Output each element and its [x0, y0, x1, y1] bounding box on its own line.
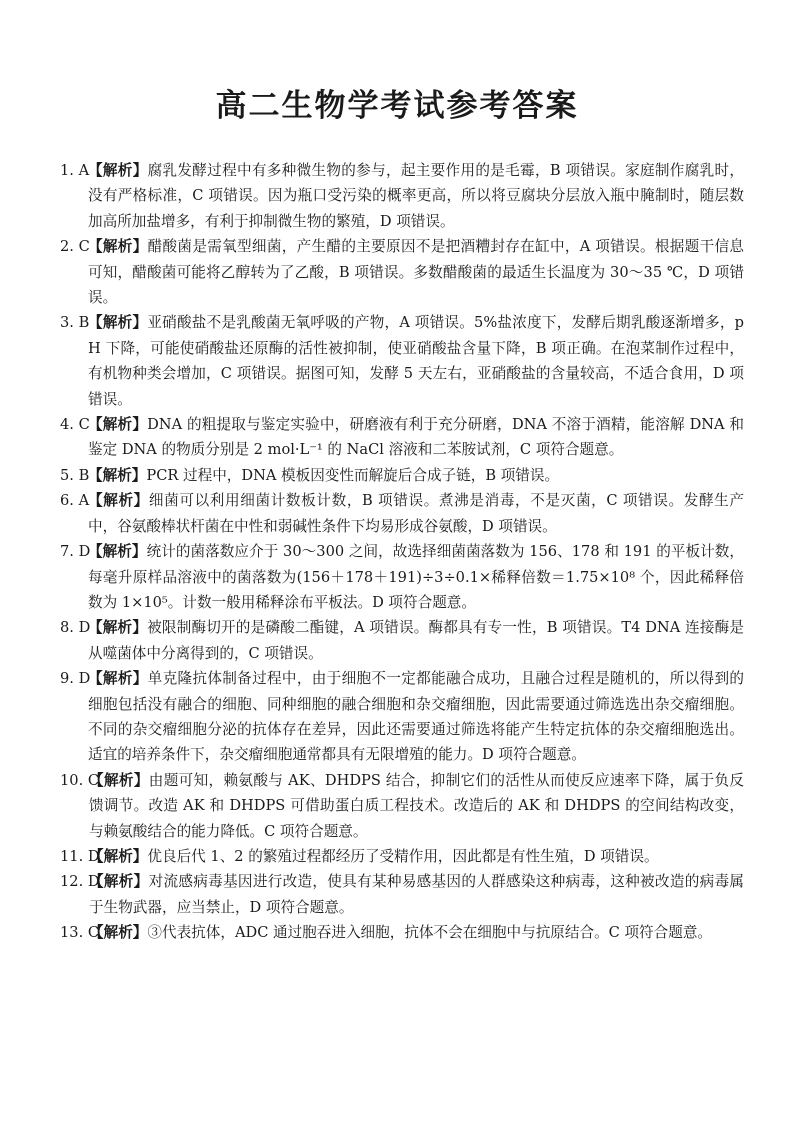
- answer-number: 5. B: [60, 466, 90, 484]
- analysis-tag: 【解析】: [88, 238, 148, 256]
- answer-item-4: [60, 412, 744, 463]
- answer-text: 由题可知，赖氨酸与 AK、DHDPS 结合，抑制它们的活性从而使反应速率下降，属于负反馈调节。改造 AK 和 DHDPS 可借助蛋白质工程技术。改造后的 AK 和 DHDPS 的空间结构改变，与赖氨酸结合的能力降低。C 项符合题意。: [89, 771, 744, 840]
- answer-number: 2. C: [60, 238, 90, 256]
- analysis-tag: 【解析】: [88, 466, 147, 484]
- answer-text: 细菌可以利用细菌计数板计数，B 项错误。煮沸是消毒，不是灭菌，C 项错误。发酵生产中，谷氨酸棒状杆菌在中性和弱碱性条件下均易形成谷氨酸，D 项错误。: [88, 492, 744, 535]
- answer-item-12: [60, 869, 744, 920]
- answer-number: 12. D: [60, 873, 100, 891]
- analysis-tag: 【解析】: [89, 847, 148, 865]
- answer-item-3: [60, 310, 744, 412]
- answer-item-8: [60, 615, 744, 666]
- answer-number: 1. A: [60, 162, 90, 179]
- analysis-tag: 【解析】: [89, 924, 148, 942]
- answer-number: 7. D: [60, 543, 91, 561]
- answer-item-2: [60, 234, 744, 310]
- answer-number: 9. D: [60, 670, 91, 688]
- answer-text: 优良后代 1、2 的繁殖过程都经历了受精作用，因此都是有性生殖，D 项错误。: [147, 847, 659, 865]
- answer-text: 统计的菌落数应介于 30～300 之间，故选择细菌菌落数为 156、178 和 191 的平板计数，每毫升原样品溶液中的菌落数为(156＋178＋191)÷3÷0.1×稀释倍数＝1.75×10⁸ 个，因此稀释倍数为 1×10⁵。计数一般用稀释涂布平板法。D 项符合题意。: [88, 543, 744, 611]
- answer-item-11: [60, 844, 744, 869]
- answer-number: 4. C: [60, 416, 90, 434]
- analysis-tag: 【解析】: [89, 873, 149, 891]
- answer-item-5: [60, 463, 744, 488]
- analysis-tag: 【解析】: [88, 314, 148, 332]
- answer-text: 单克隆抗体制备过程中，由于细胞不一定都能融合成功，且融合过程是随机的，所以得到的细胞包括没有融合的细胞、同种细胞的融合细胞和杂交瘤细胞，因此需要通过筛选选出杂交瘤细胞。不同的杂交瘤细胞分泌的抗体存在差异，因此还需要通过筛选将能产生特定抗体的杂交瘤细胞选出。适宜的培养条件下，杂交瘤细胞通常都具有无限增殖的能力。D 项符合题意。: [88, 670, 744, 764]
- answer-item-6: [60, 488, 744, 539]
- analysis-tag: 【解析】: [88, 543, 147, 561]
- answer-item-10: [60, 768, 744, 844]
- answer-number: 3. B: [60, 314, 90, 332]
- answer-text: 腐乳发酵过程中有多种微生物的参与，起主要作用的是毛霉，B 项错误。家庭制作腐乳时，没有严格标准，C 项错误。因为瓶口受污染的概率更高，所以将豆腐块分层放入瓶中腌制时，随层数加高所加盐增多，有利于抑制微生物的繁殖，D 项错误。: [88, 162, 744, 230]
- answer-text: 亚硝酸盐不是乳酸菌无氧呼吸的产物，A 项错误。5%盐浓度下，发酵后期乳酸逐渐增多，pH 下降，可能使硝酸盐还原酶的活性被抑制，使亚硝酸盐含量下降，B 项正确。在泡菜制作过程中，有机物种类会增加，C 项错误。据图可知，发酵 5 天左右，亚硝酸盐的含量较高，不适合食用，D 项错误。: [88, 314, 744, 408]
- page-title: 高二生物学考试参考答案: [215, 88, 579, 124]
- answer-text: 对流感病毒基因进行改造，使具有某种易感基因的人群感染这种病毒，这种被改造的病毒属于生物武器，应当禁止，D 项符合题意。: [89, 873, 744, 916]
- answer-number: 10. C: [60, 771, 100, 789]
- analysis-tag: 【解析】: [88, 670, 148, 688]
- answer-item-1: [60, 158, 744, 234]
- answer-number: 8. D: [60, 619, 91, 637]
- answer-item-9: [60, 666, 744, 768]
- answer-number: 6. A: [60, 492, 90, 510]
- analysis-tag: 【解析】: [88, 416, 148, 434]
- answer-list: [60, 158, 744, 946]
- analysis-tag: 【解析】: [88, 492, 149, 510]
- answer-item-13: [60, 920, 744, 945]
- analysis-tag: 【解析】: [88, 619, 148, 637]
- analysis-tag: 【解析】: [88, 162, 148, 179]
- answer-text: 被限制酶切开的是磷酸二酯键，A 项错误。酶都具有专一性，B 项错误。T4 DNA 连接酶是从噬菌体中分离得到的，C 项错误。: [88, 619, 744, 662]
- answer-item-7: [60, 539, 744, 615]
- answer-text: 醋酸菌是需氧型细菌，产生醋的主要原因不是把酒糟封存在缸中，A 项错误。根据题干信息可知，醋酸菌可能将乙醇转为了乙酸，B 项错误。多数醋酸菌的最适生长温度为 30～35 ℃，D 项错误。: [88, 238, 744, 307]
- answer-number: 13. C: [60, 924, 100, 942]
- answer-text: PCR 过程中，DNA 模板因变性而解旋后合成子链，B 项错误。: [146, 466, 560, 484]
- answer-number: 11. D: [60, 847, 100, 865]
- analysis-tag: 【解析】: [89, 771, 149, 789]
- answer-text: DNA 的粗提取与鉴定实验中，研磨液有利于充分研磨，DNA 不溶于酒精，能溶解 DNA 和鉴定 DNA 的物质分别是 2 mol·L⁻¹ 的 NaCl 溶液和二苯胺试剂，C 项符合题意。: [88, 416, 744, 459]
- answer-text: ③代表抗体，ADC 通过胞吞进入细胞，抗体不会在细胞中与抗原结合。C 项符合题意。: [147, 924, 713, 942]
